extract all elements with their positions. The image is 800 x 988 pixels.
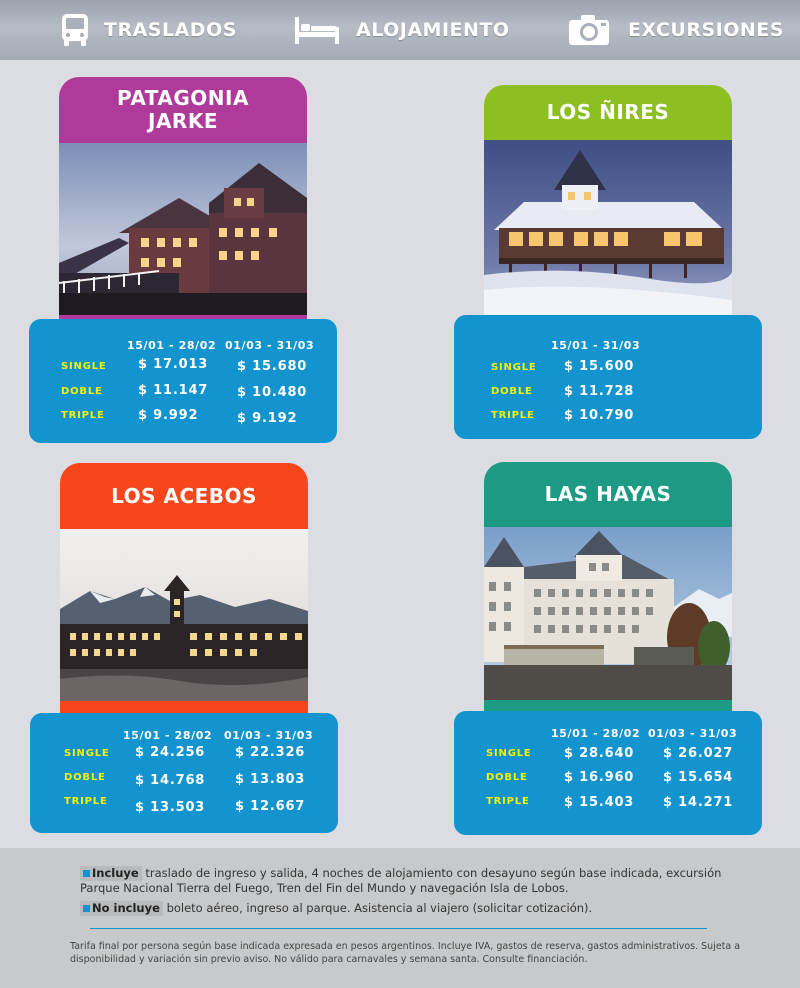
period-header: 15/01 - 31/03 <box>551 339 641 352</box>
hotel-name-line2: JARKE <box>148 109 218 133</box>
price-table-los-acebos <box>30 713 338 833</box>
period-header: 01/03 - 31/03 <box>648 727 738 740</box>
includes-line <box>80 866 760 896</box>
price-value: $ 9.192 <box>237 411 298 426</box>
period-header: 15/01 - 28/02 <box>123 729 213 742</box>
rate-type: DOBLE <box>486 772 528 783</box>
period-header: 15/01 - 28/02 <box>551 727 641 740</box>
bed-icon <box>294 15 340 45</box>
legal-text: Tarifa final por persona según base indicada expresada en pesos argentinos. Incluye IVA, gastos de reserva, gastos administrativos. Sujeta a disponibilidad y variación sin previo aviso. No válido para carnavales y semana santa. Consulte financiación. <box>70 941 741 965</box>
footer-divider <box>90 928 707 929</box>
price-value: $ 16.960 <box>564 770 635 785</box>
rate-type: DOBLE <box>61 386 103 397</box>
price-value: $ 11.728 <box>564 384 635 399</box>
period-header: 15/01 - 28/02 <box>127 339 217 352</box>
price-value: $ 26.027 <box>663 746 734 761</box>
nav-traslados-label: TRASLADOS <box>104 19 237 41</box>
rate-type: DOBLE <box>64 772 106 783</box>
nav-excursiones-label: EXCURSIONES <box>628 19 784 41</box>
period-header: 01/03 - 31/03 <box>225 339 315 352</box>
price-value: $ 10.790 <box>564 408 635 423</box>
price-table-los-nires <box>454 315 762 439</box>
top-nav <box>0 0 800 60</box>
price-value: $ 15.680 <box>237 359 308 374</box>
price-value: $ 14.271 <box>663 795 734 810</box>
nav-excursiones[interactable] <box>568 0 784 60</box>
hotel-title-las-hayas: LAS HAYAS <box>484 462 732 527</box>
rate-type: SINGLE <box>486 748 532 759</box>
rate-type: TRIPLE <box>486 796 530 807</box>
excludes-line <box>80 901 760 916</box>
price-value: $ 13.503 <box>135 800 206 815</box>
price-value: $ 15.403 <box>564 795 635 810</box>
nav-traslados[interactable] <box>60 0 237 60</box>
price-value: $ 11.147 <box>138 383 209 398</box>
price-value: $ 24.256 <box>135 745 206 760</box>
price-value: $ 9.992 <box>138 408 199 423</box>
price-table-patagonia-jarke <box>29 319 337 443</box>
bus-icon <box>60 13 90 47</box>
camera-icon <box>568 14 610 46</box>
price-value: $ 13.803 <box>235 772 306 787</box>
nav-alojamiento-label: ALOJAMIENTO <box>356 19 510 41</box>
includes-text: traslado de ingreso y salida, 4 noches de alojamiento con desayuno según base indicada, excursión Parque Nacional Tierra del Fuego, Tren del Fin del Mundo y navegación Isla de Lobos. <box>80 866 722 895</box>
hotel-card-los-nires <box>484 85 732 327</box>
price-table-las-hayas <box>454 711 762 835</box>
excludes-tag <box>80 901 163 916</box>
hotel-photo-patagonia-jarke <box>59 143 307 315</box>
rate-type: SINGLE <box>491 362 537 373</box>
hotel-card-las-hayas <box>484 462 732 712</box>
price-value: $ 15.654 <box>663 770 734 785</box>
hotel-title-los-acebos: LOS ACEBOS <box>60 463 308 529</box>
rate-type: SINGLE <box>64 748 110 759</box>
includes-tag <box>80 866 142 881</box>
rate-type: TRIPLE <box>491 410 535 421</box>
hotel-title-patagonia-jarke <box>59 77 307 143</box>
price-value: $ 22.326 <box>235 745 306 760</box>
price-value: $ 14.768 <box>135 773 206 788</box>
price-value: $ 15.600 <box>564 359 635 374</box>
hotel-photo-los-acebos <box>60 529 308 701</box>
bullet-square <box>83 905 90 912</box>
excludes-text: boleto aéreo, ingreso al parque. Asistencia al viajero (solicitar cotización). <box>166 901 593 915</box>
price-value: $ 10.480 <box>237 385 308 400</box>
hotel-photo-los-nires <box>484 140 732 315</box>
hotel-card-los-acebos <box>60 463 308 717</box>
rate-type: DOBLE <box>491 386 533 397</box>
bullet-square <box>83 870 90 877</box>
period-header: 01/03 - 31/03 <box>224 729 314 742</box>
price-value: $ 28.640 <box>564 746 635 761</box>
hotel-name-line1: PATAGONIA <box>117 86 249 110</box>
hotel-card-patagonia-jarke <box>59 77 307 327</box>
nav-alojamiento[interactable] <box>294 0 510 60</box>
excludes-label: No incluye <box>92 901 160 915</box>
includes-label: Incluye <box>92 866 139 880</box>
price-value: $ 12.667 <box>235 799 306 814</box>
rate-type: TRIPLE <box>61 410 105 421</box>
rate-type: SINGLE <box>61 361 107 372</box>
price-value: $ 17.013 <box>138 357 209 372</box>
hotel-photo-las-hayas <box>484 527 732 700</box>
hotel-title-los-nires: LOS ÑIRES <box>484 85 732 140</box>
rate-type: TRIPLE <box>64 796 108 807</box>
